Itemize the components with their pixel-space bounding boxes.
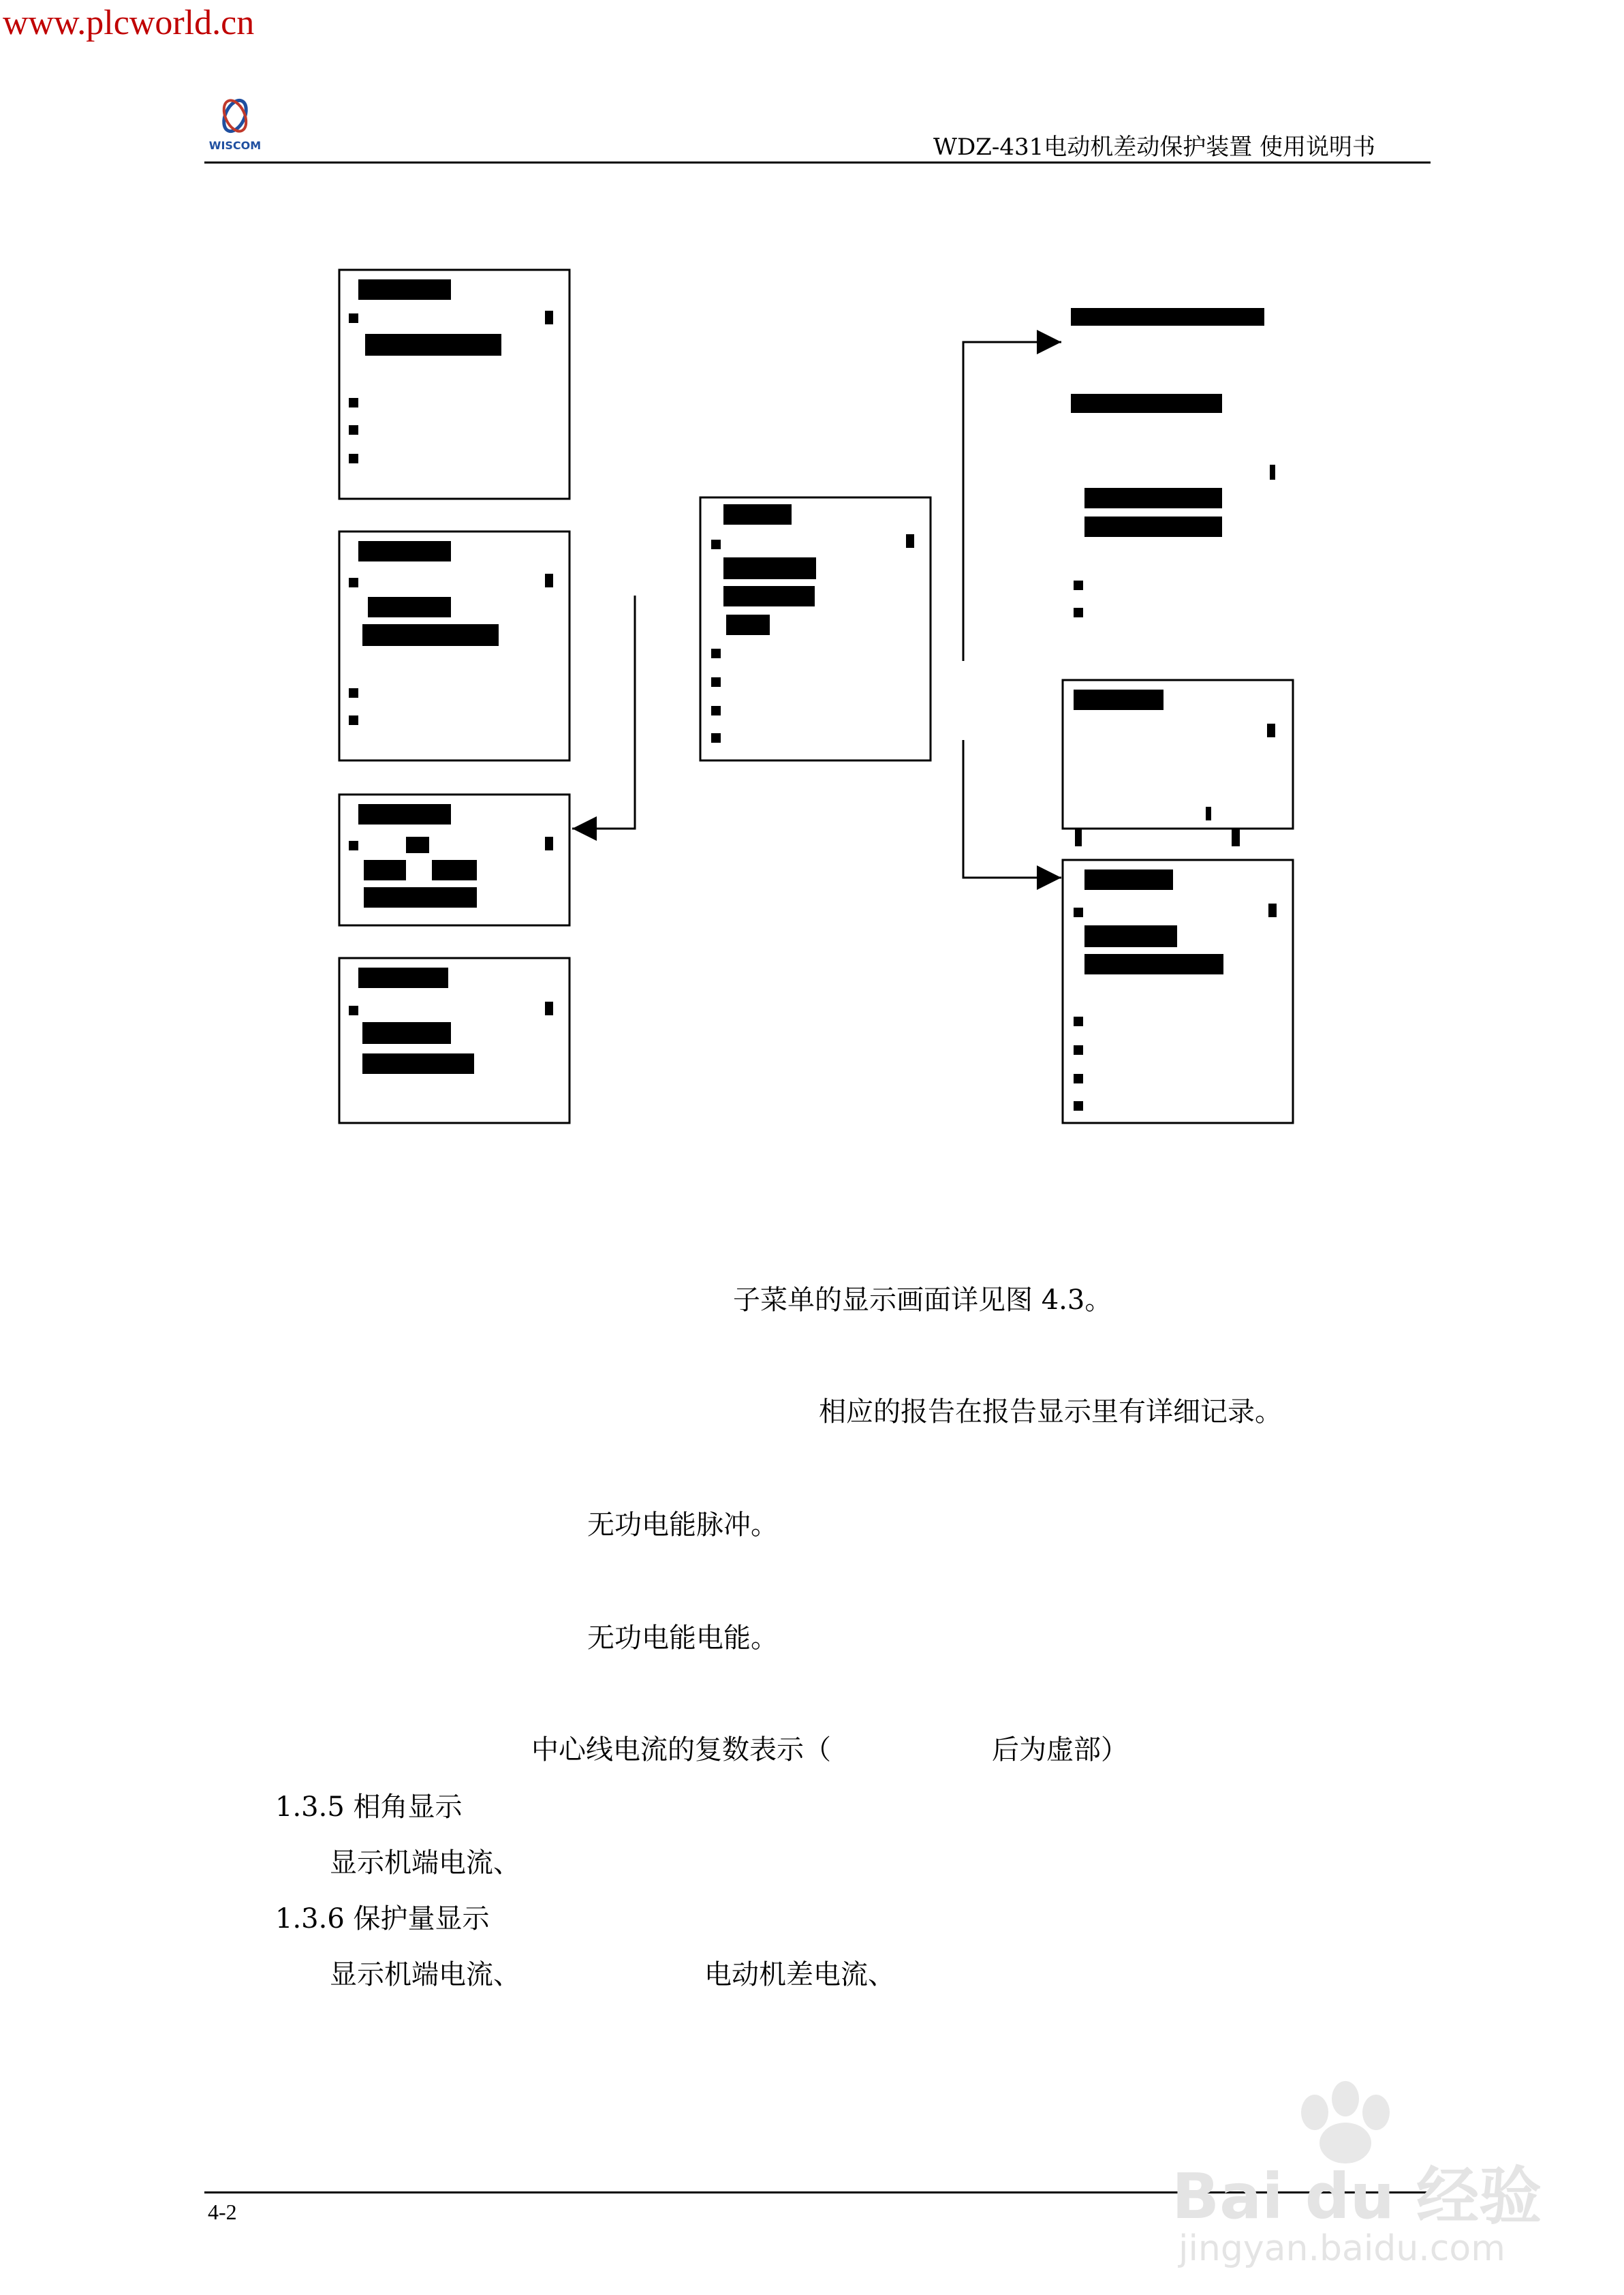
connector-left-arrow bbox=[572, 596, 635, 829]
section-1-3-6-text-a: 显示机端电流、 bbox=[330, 1959, 520, 1990]
screen-box-center bbox=[700, 497, 931, 760]
screen-box-3 bbox=[339, 795, 569, 925]
page-number: 4-2 bbox=[208, 2200, 237, 2224]
section-1-3-5-text: 显示机端电流、 bbox=[330, 1847, 520, 1879]
neutral-current-text: 中心线电流的复数表示（ bbox=[531, 1734, 831, 1766]
imag-part-text: 后为虚部） bbox=[992, 1734, 1128, 1766]
section-1-3-6-text-b: 电动机差电流、 bbox=[704, 1959, 895, 1990]
screen-content-right-top bbox=[1071, 308, 1275, 617]
connector-right-top-arrow bbox=[963, 342, 1061, 661]
screen-box-1 bbox=[339, 270, 569, 499]
section-1-3-5-heading: 1.3.5 相角显示 bbox=[275, 1791, 463, 1823]
screen-box-2 bbox=[339, 532, 569, 760]
screen-box-4 bbox=[339, 958, 569, 1123]
logo-text: WISCOM bbox=[208, 139, 262, 152]
screen-box-right-lower bbox=[1063, 860, 1293, 1123]
screen-box-right-middle bbox=[1063, 680, 1293, 846]
report-note: 相应的报告在报告显示里有详细记录。 bbox=[819, 1396, 1282, 1428]
connector-right-bottom-arrow bbox=[963, 740, 1061, 878]
submenu-caption: 子菜单的显示画面详见图 4.3。 bbox=[733, 1284, 1112, 1316]
section-1-3-6-heading: 1.3.6 保护量显示 bbox=[275, 1903, 490, 1935]
baidu-url: jingyan.baidu.com bbox=[1178, 2228, 1505, 2269]
baidu-watermark bbox=[1158, 2071, 1540, 2276]
header-title: WDZ-431电动机差动保护装置 使用说明书 bbox=[933, 134, 1376, 161]
reactive-energy-text: 无功电能电能。 bbox=[587, 1622, 778, 1654]
site-watermark: www.plcworld.cn bbox=[3, 3, 255, 42]
baidu-brand: Bai du 经验 bbox=[1172, 2160, 1542, 2233]
reactive-pulse-text: 无功电能脉冲。 bbox=[587, 1509, 778, 1541]
